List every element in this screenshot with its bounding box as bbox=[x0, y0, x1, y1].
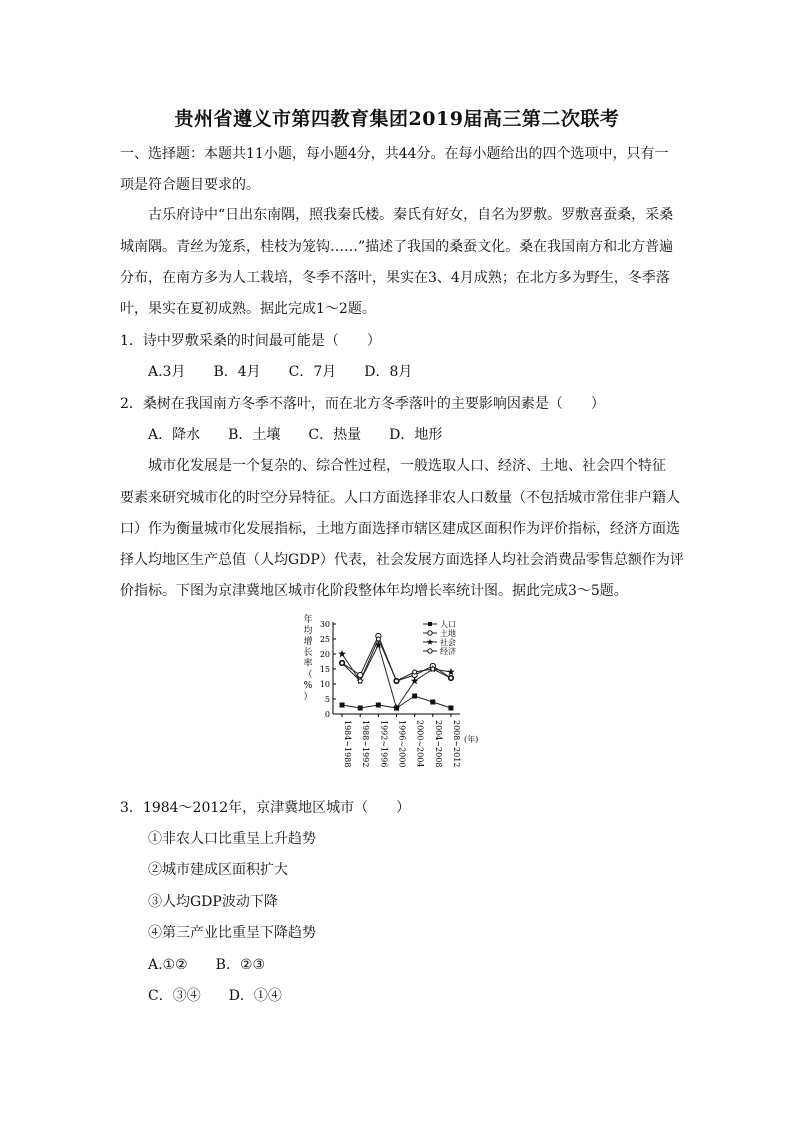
y-tick-label: 30 bbox=[319, 620, 330, 629]
y-tick-label: 25 bbox=[319, 635, 330, 644]
x-axis-label: (年) bbox=[464, 735, 479, 744]
q2-stem: 2．桑树在我国南方冬季不落叶，而在北方冬季落叶的主要影响因素是（ ） bbox=[120, 396, 605, 412]
x-tick-label: 1988~1992 bbox=[361, 720, 371, 768]
legend-label: 土地 bbox=[440, 629, 456, 638]
data-point bbox=[376, 703, 381, 708]
q3-options-row-2: C．③④ D．①④ bbox=[148, 988, 282, 1004]
y-tick-label: 5 bbox=[324, 695, 330, 704]
page-title: 贵州省遵义市第四教育集团2019届高三第二次联考 bbox=[174, 108, 620, 130]
data-point bbox=[449, 676, 453, 680]
q1-options: A.3月 B．4月 C．7月 D．8月 bbox=[148, 364, 413, 380]
data-point bbox=[448, 706, 453, 711]
y-axis-label-char: 率 bbox=[303, 659, 313, 669]
y-tick-label: 20 bbox=[319, 650, 330, 659]
q3-item-2: ②城市建成区面积扩大 bbox=[148, 862, 288, 878]
data-point bbox=[447, 668, 455, 675]
data-point bbox=[412, 694, 417, 699]
legend-label: 人口 bbox=[440, 620, 456, 629]
x-tick-label: 2008~2012 bbox=[451, 720, 461, 768]
y-axis-label-char: % bbox=[303, 681, 313, 691]
passage2-line-5: 价指标。下图为京津冀地区城市化阶段整体年均增长率统计图。据此完成3～5题。 bbox=[120, 583, 628, 599]
x-tick-label: 1996~2000 bbox=[397, 720, 407, 768]
y-tick-label: 15 bbox=[319, 665, 330, 674]
legend-label: 经济 bbox=[440, 647, 456, 656]
x-tick-label: 1992~1996 bbox=[379, 720, 389, 768]
legend-marker bbox=[428, 649, 432, 653]
section-header-line-1: 一、选择题：本题共11小题，每小题4分，共44分。在每小题给出的四个选项中，只有一 bbox=[120, 146, 669, 162]
y-axis-label-char: 长 bbox=[303, 648, 313, 658]
legend-marker bbox=[428, 622, 432, 626]
y-axis-label-char: 增 bbox=[303, 637, 313, 647]
legend-marker bbox=[428, 631, 432, 635]
y-tick-label: 10 bbox=[319, 680, 330, 689]
x-tick-label: 1984~1988 bbox=[343, 720, 353, 768]
data-point bbox=[358, 679, 362, 683]
legend-label: 社会 bbox=[440, 638, 456, 647]
legend-marker bbox=[427, 639, 433, 645]
passage1-line-4: 叶，果实在夏初成熟。据此完成1～2题。 bbox=[120, 301, 376, 317]
passage1-line-2: 城南隅。青丝为笼系，桂枝为笼钩……”描述了我国的桑蚕文化。桑在我国南方和北方普遍 bbox=[120, 239, 674, 255]
data-point bbox=[431, 667, 435, 671]
data-point bbox=[340, 703, 345, 708]
passage2-line-1: 城市化发展是一个复杂的、综合性过程，一般选取人口、经济、土地、社会四个特征 bbox=[148, 458, 666, 474]
y-axis-label bbox=[303, 613, 312, 702]
data-point bbox=[430, 700, 435, 705]
passage2-line-4: 择人均地区生产总值（人均GDP）代表，社会发展方面选择人均社会消费品零售总额作为评 bbox=[120, 552, 684, 568]
passage1-line-3: 分布，在南方多为人工栽培，冬季不落叶，果实在3、4月成熟；在北方多为野生，冬季落 bbox=[120, 270, 670, 286]
data-point bbox=[411, 677, 419, 684]
q1-stem: 1．诗中罗敷采桑的时间最可能是（ ） bbox=[120, 333, 381, 349]
y-axis-label-char: （ bbox=[303, 670, 313, 680]
passage2-line-3: 口）作为衡量城市化发展指标，土地方面选择市辖区建成区面积作为评价指标，经济方面选 bbox=[120, 521, 680, 537]
y-axis-label-char: ） bbox=[303, 692, 313, 702]
data-point bbox=[358, 706, 363, 711]
q2-options: A．降水 B．土壤 C．热量 D．地形 bbox=[148, 427, 443, 443]
data-point bbox=[340, 661, 344, 665]
x-tick-label: 2000~2004 bbox=[415, 720, 425, 768]
q3-item-4: ④第三产业比重呈下降趋势 bbox=[148, 925, 316, 941]
passage1-line-1: 古乐府诗中“日出东南隅，照我秦氏楼。秦氏有好女，自名为罗敷。罗敷喜蚕桑，采桑 bbox=[148, 207, 674, 223]
section-header-line-2: 项是符合题目要求的。 bbox=[120, 177, 260, 193]
q3-options-row-1: A.①② B．②③ bbox=[148, 957, 266, 973]
x-tick-label: 2004~2008 bbox=[433, 720, 443, 768]
data-point bbox=[338, 650, 346, 657]
growth-rate-chart bbox=[300, 610, 490, 785]
q3-item-1: ①非农人口比重呈上升趋势 bbox=[148, 831, 316, 847]
q3-stem: 3．1984～2012年，京津冀地区城市（ ） bbox=[120, 800, 411, 816]
data-point bbox=[413, 670, 417, 674]
passage2-line-2: 要素来研究城市化的时空分异特征。人口方面选择非农人口数量（不包括城市常住非户籍人 bbox=[120, 490, 680, 506]
q3-item-3: ③人均GDP波动下降 bbox=[148, 894, 278, 910]
y-axis-label-char: 年 bbox=[303, 615, 313, 625]
y-axis-label-char: 均 bbox=[303, 626, 313, 636]
y-tick-label: 0 bbox=[324, 710, 330, 719]
data-point bbox=[395, 679, 399, 683]
data-point bbox=[376, 637, 380, 641]
